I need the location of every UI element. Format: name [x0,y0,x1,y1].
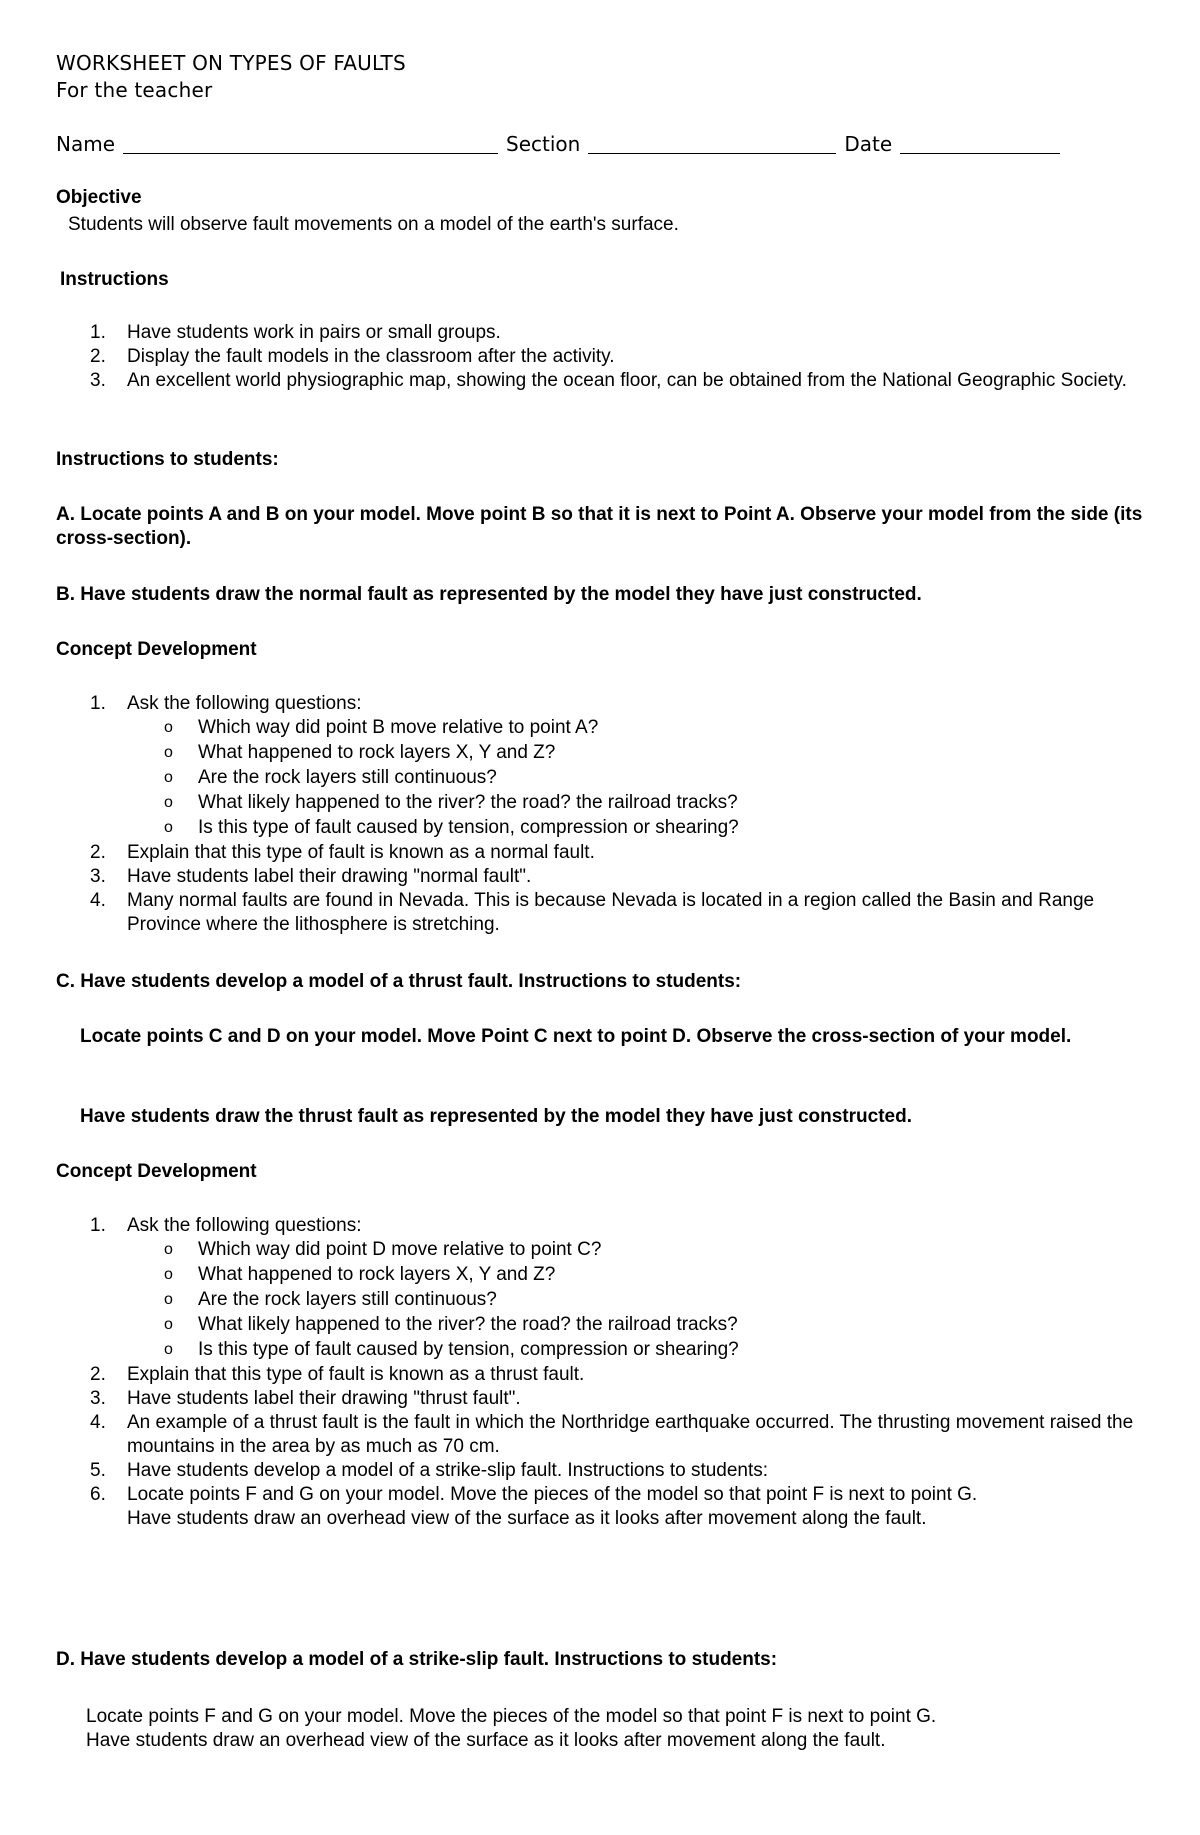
list-item: 3. Have students label their drawing "normal fault". [90,866,532,887]
concept-development-heading-2: Concept Development [56,1161,257,1182]
question-item: o Which way did point B move relative to point A? [164,717,599,738]
question-list [127,716,1146,841]
concept-development-list-2 [56,1214,1146,1531]
instructions-heading: Instructions [60,269,169,290]
section-label: Section [506,132,581,156]
list-item: 1. Ask the following questions: o Which way did point B move relative to point A? o What happened to rock layers X, Y and Z? o Are the rock layers still continuous? o What likely happened to the river? the road? the railroad tracks? o Is this type of fault caused by tension, compression or shearing? [56,692,1146,841]
page-subtitle: For the teacher [56,78,213,102]
section-d-line-2: Have students draw an overhead view of the surface as it looks after movement along the fault. [86,1730,886,1751]
section-c-heading: C. Have students develop a model of a thrust fault. Instructions to students: [56,971,742,992]
question-list [127,1238,1146,1363]
concept-development-heading-1: Concept Development [56,639,257,660]
step-b-text: B. Have students draw the normal fault as represented by the model they have just constructed. [56,584,922,605]
question-item: o Are the rock layers still continuous? [164,1289,497,1310]
question-item: o What happened to rock layers X, Y and Z? [164,742,556,763]
question-item: o What happened to rock layers X, Y and Z? [164,1264,556,1285]
date-label: Date [844,132,893,156]
student-instructions-heading: Instructions to students: [56,449,279,470]
list-item: 6. Locate points F and G on your model. Move the pieces of the model so that point F is next to point G. Have students draw an overhead view of the surface as it looks after movement along the fault. [90,1484,978,1529]
objective-text: Students will observe fault movements on a model of the earth's surface. [68,214,679,235]
list-item: 2. Explain that this type of fault is known as a thrust fault. [90,1364,585,1385]
question-item: o What likely happened to the river? the road? the railroad tracks? [164,792,738,813]
question-item: o Is this type of fault caused by tension, compression or shearing? [164,817,739,838]
step-a-text: A. Locate points A and B on your model. Move point B so that it is next to Point A. Observe your model from the side (its cross-section). [56,504,1143,549]
section-d-line-1: Locate points F and G on your model. Move the pieces of the model so that point F is next to point G. [86,1706,937,1727]
list-item: 4. An example of a thrust fault is the fault in which the Northridge earthquake occurred. The thrusting movement raised the mountains in the area by as much as 70 cm. [90,1412,1134,1457]
section-blank-line [588,135,836,154]
date-blank-line [900,135,1060,154]
question-item: o Which way did point D move relative to point C? [164,1239,602,1260]
list-item: 3. Have students label their drawing "thrust fault". [90,1388,521,1409]
list-item: 1. Ask the following questions: o Which way did point D move relative to point C? o What happened to rock layers X, Y and Z? o Are the rock layers still continuous? o What likely happened to the river? the road? the railroad tracks? o Is this type of fault caused by tension, compression or shearing? [56,1214,1146,1363]
concept-development-list-1 [56,692,1146,937]
list-item: 5. Have students develop a model of a strike-slip fault. Instructions to students: [90,1460,769,1481]
objective-heading: Objective [56,187,142,208]
page-title: WORKSHEET ON TYPES OF FAULTS [56,51,406,75]
name-label: Name [56,132,116,156]
list-item: 2. Explain that this type of fault is known as a normal fault. [90,842,595,863]
section-d-heading: D. Have students develop a model of a strike-slip fault. Instructions to students: [56,1649,778,1670]
list-item: 4. Many normal faults are found in Nevada. This is because Nevada is located in a region called the Basin and Range Province where the lithosphere is stretching. [90,890,1095,935]
list-item: 3. An excellent world physiographic map, showing the ocean floor, can be obtained from the National Geographic Society. [90,370,1127,391]
question-item: o Is this type of fault caused by tension, compression or shearing? [164,1339,739,1360]
list-item: 2. Display the fault models in the classroom after the activity. [90,346,615,367]
question-item: o What likely happened to the river? the road? the railroad tracks? [164,1314,738,1335]
teacher-instructions-list [56,321,1146,393]
section-c-locate-text: Locate points C and D on your model. Move Point C next to point D. Observe the cross-section of your model. [80,1026,1072,1047]
question-item: o Are the rock layers still continuous? [164,767,497,788]
name-blank-line [123,135,498,154]
name-section-date-row [56,132,1146,156]
section-c-draw-text: Have students draw the thrust fault as represented by the model they have just constructed. [80,1106,912,1127]
list-item: 1. Have students work in pairs or small groups. [90,322,501,343]
